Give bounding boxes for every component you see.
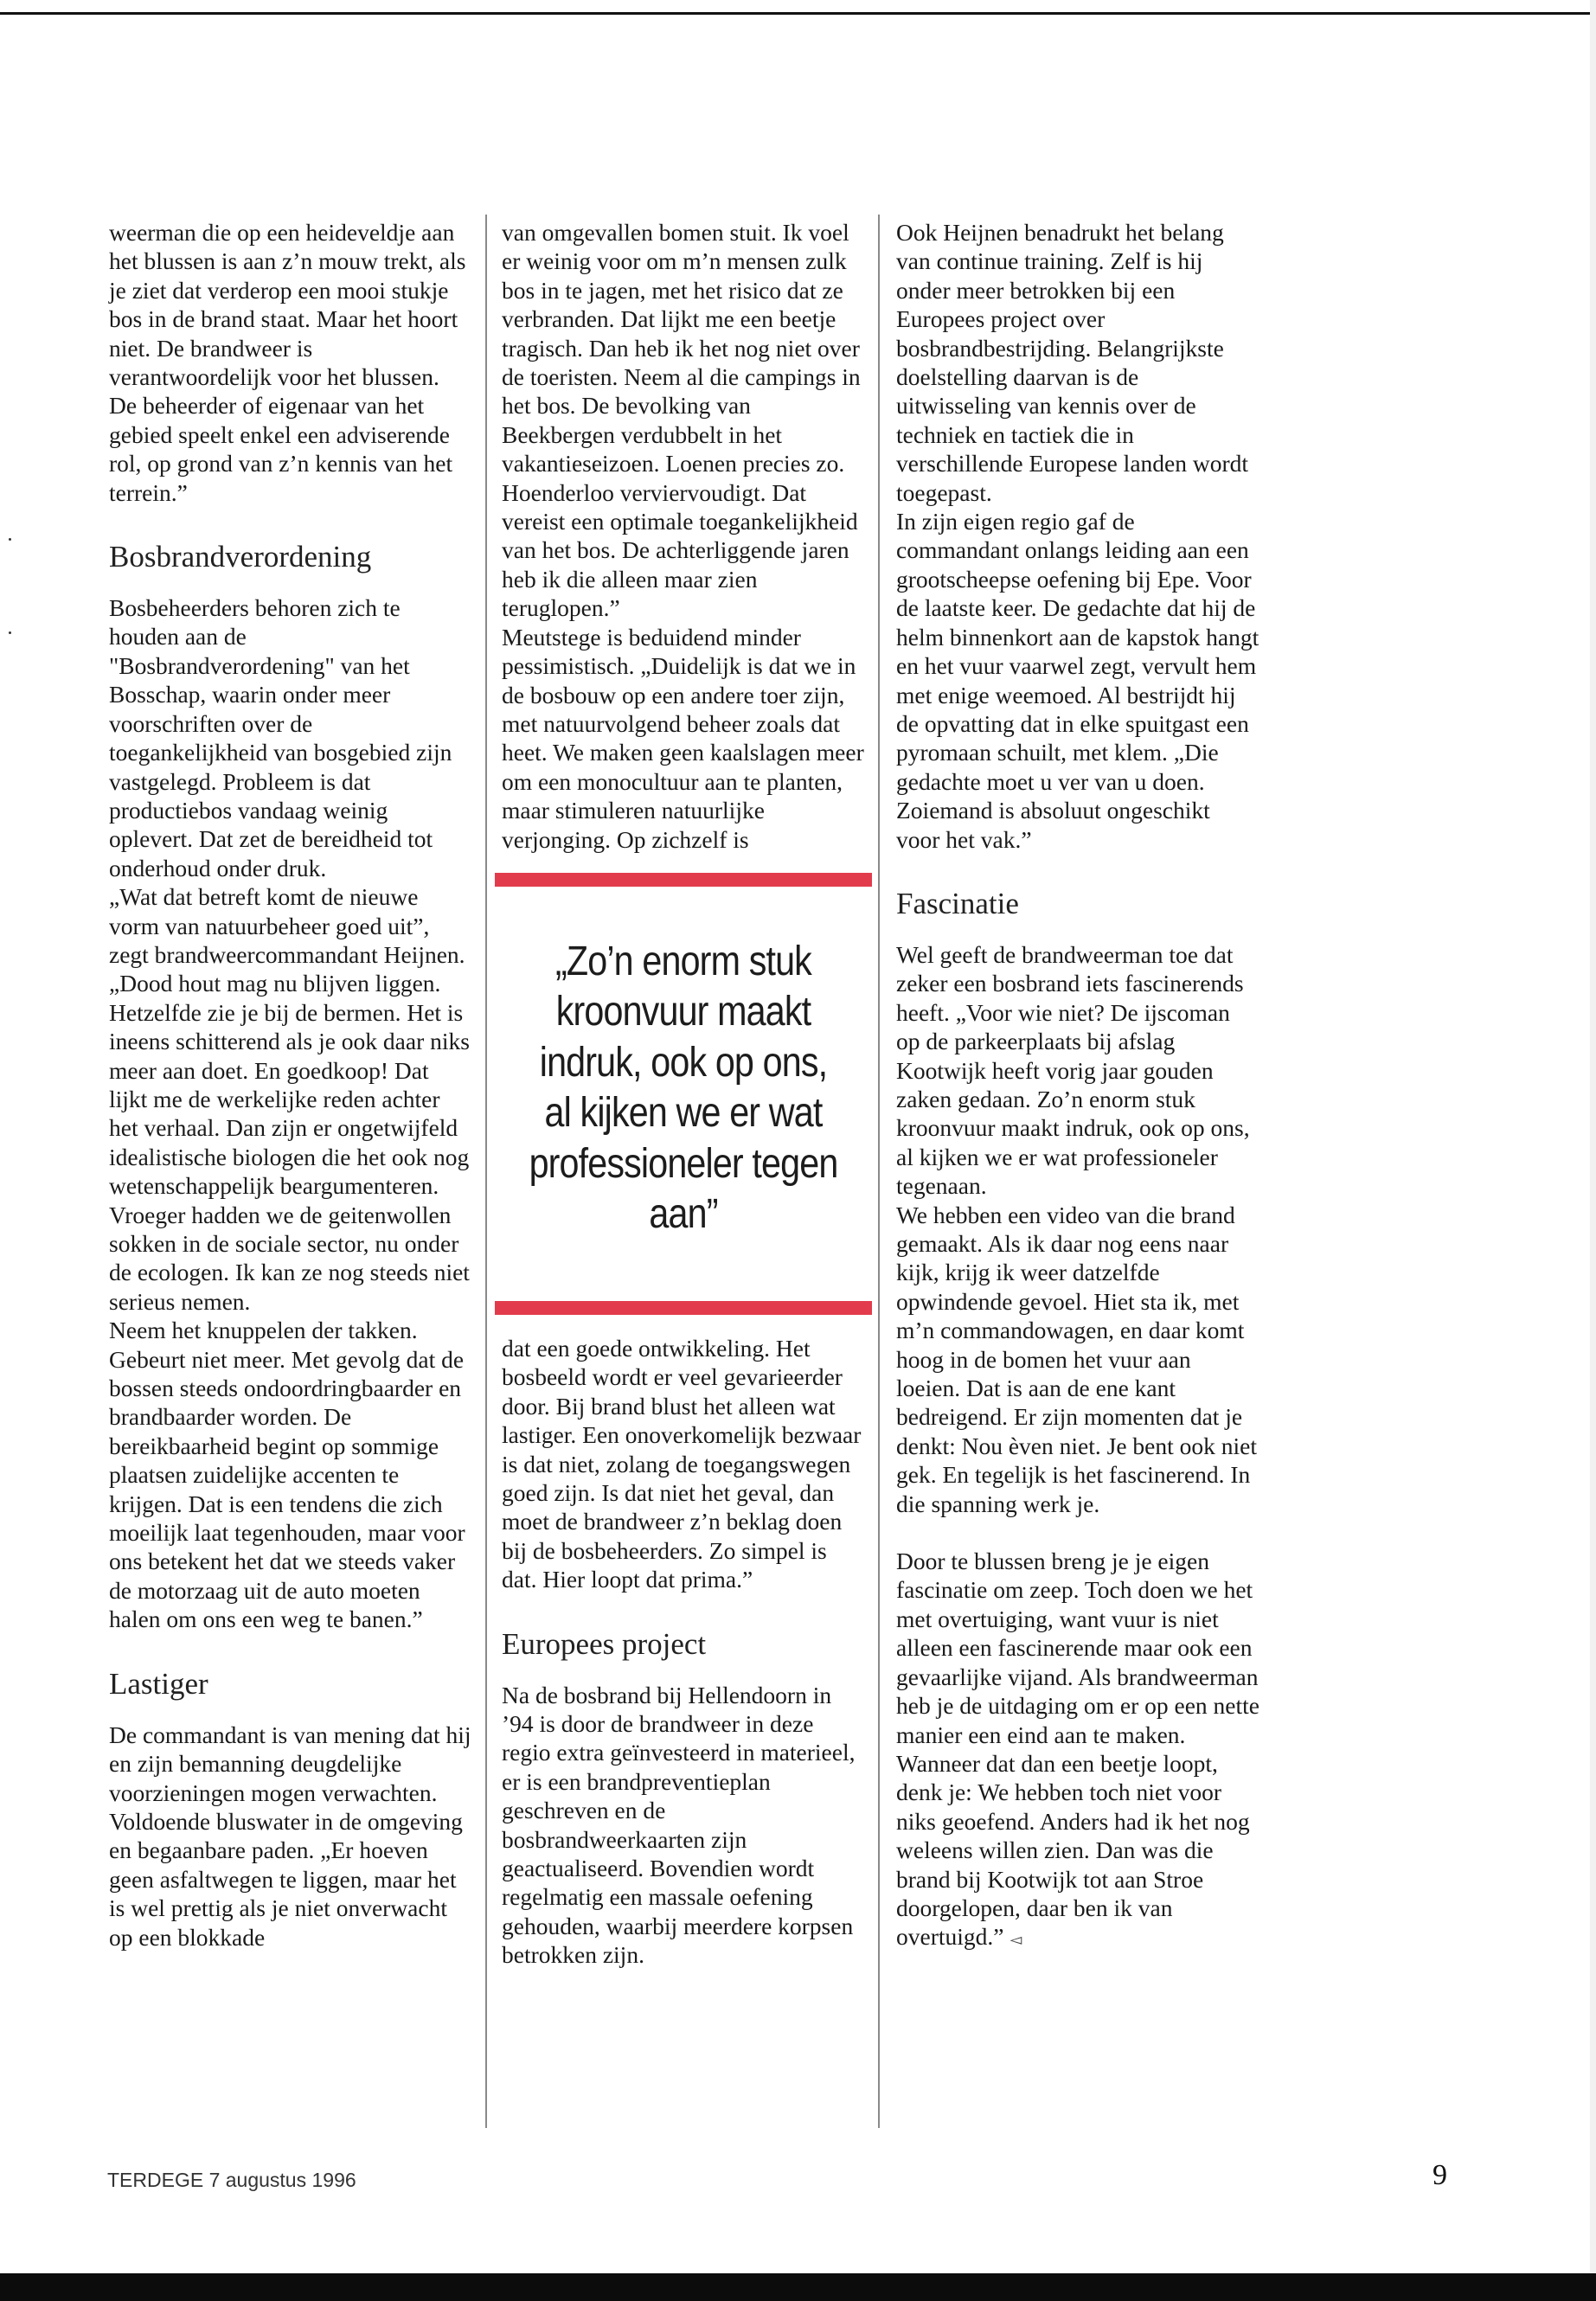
paragraph: In zijn eigen regio gaf de commandant onlangs leiding aan een grootscheepse oefening bij Epe. Voor de laatste keer. De gedachte dat hij de helm binnenkort aan de kapstok hangt en het vuur vaarwel zegt, vervult hem met enige weemoed. Al bestrijdt hij de opvatting dat in elke spuitgast een pyromaan schuilt, met klem. „Die gedachte moet u ver van u doen. Zoiemand is absoluut ongeschikt voor het vak.”: [896, 508, 1259, 853]
scan-bottom-band: [0, 2273, 1596, 2301]
pull-quote: [502, 873, 865, 1315]
scan-edge: [1590, 0, 1596, 2301]
end-of-article-icon: ◅: [1010, 1931, 1022, 1949]
page-number: 9: [1433, 2159, 1447, 2191]
paragraph: Wel geeft de brandweerman toe dat zeker een bosbrand iets fascinerends heeft. „Voor wie niet? De ijscoman op de parkeerplaats bij afslag Kootwijk heeft vorig jaar gouden zaken gedaan. Zo’n enorm stuk kroonvuur maakt indruk, ook op ons, al kijken we er wat professioneler tegenaan.: [896, 940, 1250, 1200]
margin-mark: [9, 631, 11, 634]
paragraph: Na de bosbrand bij Hellendoorn in ’94 is door de brandweer in deze regio extra geïnvesteerd in materieel, er is een brandpreventieplan geschreven en de bosbrandweerkaarten zijn geactualiseerd. Bovendien wordt regelmatig een massale oefening gehouden, waarbij meerdere korpsen betrokken zijn.: [502, 1681, 856, 1969]
publication-footer: TERDEGE 7 augustus 1996: [107, 2169, 356, 2191]
pull-quote-bottom-bar: [495, 1301, 872, 1315]
pull-quote-top-bar: [495, 873, 872, 887]
column-divider: [878, 215, 880, 2128]
paragraph: van omgevallen bomen stuit. Ik voel er weinig voor om m’n mensen zulk bos in te jagen, met het risico dat ze verbranden. Dat lijkt me een beetje tragisch. Dan heb ik het nog niet over de toeristen. Neem al die campings in het bos. De bevolking van Beekbergen verdubbelt in het vakantieseizoen. Loenen precies zo. Hoenderloo verviervoudigt. Dat vereist een optimale toegankelijkheid van het bos. De achterliggende jaren heb ik die alleen maar zien teruglopen.”: [502, 219, 861, 622]
section-heading-fascinatie: Fascinatie: [896, 886, 1019, 920]
top-rule: [0, 12, 1596, 15]
paragraph: Bosbeheerders behoren zich te houden aan de "Bosbrandverordening" van het Bosschap, waarin onder meer voorschriften over de toegankelijkheid van bosgebied zijn vastgelegd. Probleem is dat productiebos vandaag weinig oplevert. Dat zet de bereidheid tot onderhoud onder druk.: [109, 594, 452, 881]
paragraph: Neem het knuppelen der takken. Gebeurt niet meer. Met gevolg dat de bossen steeds ondoordringbaarder en brandbaarder worden. De bereikbaarheid begint op sommige plaatsen zuidelijke accenten te krijgen. Dat is een tendens die zich moeilijk laat tegenhouden, maar voor ons betekent het dat we steeds vaker de motorzaag uit de auto moeten halen om ons een weg te banen.”: [109, 1317, 465, 1633]
paragraph: Ook Heijnen benadrukt het belang van continue training. Zelf is hij onder meer betrokken bij een Europees project over bosbrandbestrijding. Belangrijkste doelstelling daarvan is de uitwisseling van kennis over de techniek en tactiek die in verschillende Europese landen wordt toegepast.: [896, 219, 1249, 506]
section-heading-europees-project: Europees project: [502, 1626, 707, 1661]
paragraph-text: Door te blussen breng je je eigen fascinatie om zeep. Toch doen we het met overtuiging, want vuur is niet alleen een fascinerende maar ook een gevaarlijke vijand. Als brandweerman heb je de uitdaging om er op een nette manier een eind aan te maken. Wanneer dat dan een beetje loopt, denk je: We hebben toch niet voor niks geoefend. Anders had ik het nog weleens willen zien. Dan was die brand bij Kootwijk tot aan Stroe doorgelopen, daar ben ik van overtuigd.”: [896, 1548, 1259, 1951]
paragraph: weerman die op een heideveldje aan het blussen is aan z’n mouw trekt, als je ziet dat verderop een mooi stukje bos in de brand staat. Maar het hoort niet. De brandweer is verantwoordelijk voor het blussen. De beheerder of eigenaar van het gebied speelt enkel een adviserende rol, op grond van z’n kennis van het terrein.”: [109, 219, 466, 506]
paragraph: Meutstege is beduidend minder pessimistisch. „Duidelijk is dat we in de bosbouw op een andere toer zijn, met natuurvolgend beheer zoals dat heet. We maken geen kaalslagen meer om een monocultuur aan te planten, maar stimuleren natuurlijke verjonging. Op zichzelf is: [502, 623, 864, 853]
paragraph: „Wat dat betreft komt de nieuwe vorm van natuurbeheer goed uit”, zegt brandweercommandant Heijnen. „Dood hout mag nu blijven liggen. Hetzelfde zie je bij de bermen. Het is ineens schitterend als je ook daar niks meer aan doet. En goedkoop! Dat lijkt me de werkelijke reden achter het verhaal. Dan zijn er ongetwijfeld idealistische biologen die het ook nog wetenschappelijk beargumenteren. Vroeger hadden we de geitenwollen sokken in de sociale sector, nu onder de ecologen. Ik kan ze nog steeds niet serieus nemen.: [109, 883, 470, 1315]
article-column-3: [896, 218, 1259, 1955]
section-heading-bosbrandverordening: Bosbrandverordening: [109, 540, 372, 574]
paragraph: dat een goede ontwikkeling. Het bosbeeld wordt er veel gevarieerder door. Bij brand blust het alleen wat lastiger. Een onoverkomelijk bezwaar is dat niet, zolang de toegangswegen goed zijn. Is dat niet het geval, dan moet de brandweer z’n beklag doen bij de bosbeheerders. Zo simpel is dat. Hier loopt dat prima.”: [502, 1334, 862, 1593]
paragraph: De commandant is van mening dat hij en zijn bemanning deugdelijke voorzieningen mogen verwachten. Voldoende bluswater in de omgeving en begaanbare paden. „Er hoeven geen asfaltwegen te liggen, maar het is wel prettig als je niet onverwacht op een blokkade: [109, 1721, 471, 1951]
paragraph-final: [896, 1547, 1259, 1955]
margin-mark: [9, 538, 11, 541]
article-column-1: [109, 218, 472, 1952]
paragraph: We hebben een video van die brand gemaakt. Als ik daar nog eens naar kijk, krijg ik weer datzelfde opwindende gevoel. Hiet sta ik, met m’n commandowagen, en daar komt hoog in de bomen het vuur aan loeien. Dat is aan de ene kant bedreigend. Er zijn momenten dat je denkt: Nou èven niet. Je bent ook niet gek. En tegelijk is het fascinerend. In die spanning werk je.: [896, 1201, 1257, 1517]
article-column-2: [502, 218, 865, 1970]
column-divider: [485, 215, 487, 2128]
pull-quote-text: „Zo’n enorm stuk kroonvuur maakt indruk, ook op ons, al kijken we er wat professioneler tegen aan”: [529, 938, 838, 1238]
section-heading-lastiger: Lastiger: [109, 1666, 208, 1701]
